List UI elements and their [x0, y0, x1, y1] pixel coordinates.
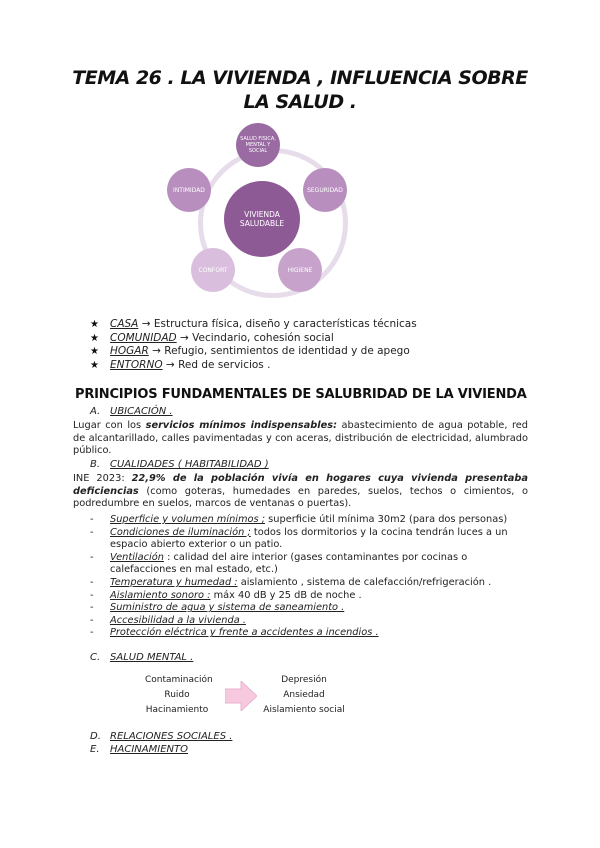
list-item	[90, 359, 530, 373]
diagram-center-node: VIVIENDA SALUDABLE	[224, 181, 300, 257]
section-heading: PRINCIPIOS FUNDAMENTALES DE SALUBRIDAD DE LA VIVIENDA	[75, 387, 527, 402]
term: ENTORNO	[110, 358, 163, 371]
list-item: - Protección eléctrica y frente a accidentes a incendios .	[90, 627, 379, 639]
term: CASA	[110, 318, 139, 330]
star-icon: ★	[90, 346, 99, 357]
qualities-paragraph: INE 2023: 22,9% de la población vivía en hogares cuya vivienda presentaba deficiencias (como goteras, humedades en paredes, suelos, techos o cimientos, o podredumbre en suelos, marcos de ventanas o puertas).	[73, 473, 528, 510]
subsection-heading-d: D. RELACIONES SOCIALES .	[90, 731, 233, 742]
diagram-node-health: SALUD FISICA, MENTAL Y SOCIAL	[236, 123, 280, 167]
subsection-heading-b: B. CUALIDADES ( HABITABILIDAD )	[90, 459, 269, 470]
subsection-heading-c: C. SALUD MENTAL .	[90, 652, 194, 663]
definition: → Vecindario, cohesión social	[176, 331, 334, 344]
housing-concepts-list	[90, 318, 530, 372]
star-icon: ★	[90, 332, 99, 344]
diagram-node-privacy: INTIMIDAD	[167, 168, 211, 212]
subsection-heading-a: A. UBICACIÓN .	[90, 406, 173, 417]
term: COMUNIDAD	[110, 331, 177, 344]
list-item: - Suministro de agua y sistema de saneamiento .	[90, 602, 345, 614]
mental-health-graphic	[145, 673, 345, 721]
page-title: TEMA 26 . LA VIVIENDA , INFLUENCIA SOBRE LA SALUD .	[72, 67, 528, 113]
effect-item: Depresión	[281, 675, 327, 685]
list-item: - Superficie y volumen mínimos ; superficie útil mínima 30m2 (para dos personas)	[90, 514, 508, 525]
diagram-node-comfort: CONFORT	[191, 248, 235, 292]
definition: → Refugio, sentimientos de identidad y de apego	[148, 345, 410, 357]
list-item: - Aislamiento sonoro : máx 40 dB y 25 dB de noche .	[90, 589, 362, 601]
list-item: - Ventilación : calidad del aire interior (gases contaminantes por cocinas o calefacciones en mal estado, etc.)	[90, 551, 468, 576]
term: HOGAR	[110, 345, 149, 357]
list-item: - Accesibilidad a la vivienda .	[90, 614, 246, 626]
list-item	[90, 318, 530, 332]
qualities-list	[90, 514, 530, 640]
list-item: - Condiciones de iluminación ; todos los dormitorios y la cocina tendrán luces a un espacio abierto exterior o un patio.	[90, 526, 508, 551]
definition: → Estructura física, diseño y características técnicas	[138, 318, 417, 330]
list-item	[90, 345, 530, 359]
arrow-right-icon	[225, 681, 257, 711]
star-icon: ★	[90, 319, 99, 330]
cause-item: Ruido	[164, 690, 190, 700]
cause-item: Hacinamiento	[145, 705, 209, 715]
cause-item: Contaminación	[145, 675, 213, 685]
causes-list	[145, 673, 213, 718]
diagram-node-hygiene: HIGIENE	[278, 248, 322, 292]
list-item	[90, 332, 530, 346]
location-paragraph: Lugar con los servicios mínimos indispensables: abastecimiento de agua potable, red de alcantarillado, calles pavimentadas y con aceras, distribución de electricidad, alumbrado público.	[73, 420, 528, 457]
star-icon: ★	[90, 359, 99, 371]
effects-list	[263, 673, 345, 718]
healthy-housing-diagram	[162, 118, 384, 304]
list-item: - Temperatura y humedad : aislamiento , sistema de calefacción/refrigeración .	[90, 576, 492, 588]
definition: → Red de servicios .	[162, 358, 271, 371]
effect-item: Aislamiento social	[263, 705, 345, 715]
effect-item: Ansiedad	[283, 690, 325, 700]
subsection-heading-e: E. HACINAMIENTO	[90, 744, 188, 755]
diagram-node-security: SEGURIDAD	[303, 168, 347, 212]
